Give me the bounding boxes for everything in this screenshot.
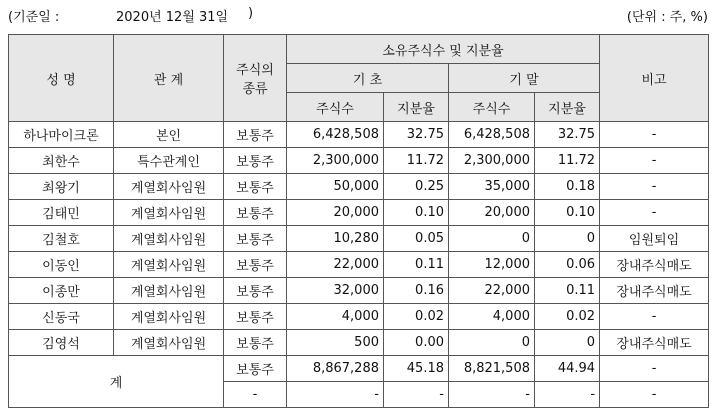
cell-shares-end: 35,000 [449, 174, 535, 200]
header-remark: 비고 [600, 35, 709, 122]
cell-remark: - [600, 304, 709, 330]
table-caption [8, 6, 708, 26]
header-stock-type-line1: 주식의 [236, 63, 274, 78]
cell-shares-begin: 2,300,000 [287, 148, 384, 174]
cell-relation: 계열회사임원 [114, 330, 224, 356]
cell-shares-begin: 32,000 [287, 278, 384, 304]
cell-shares-begin: 50,000 [287, 174, 384, 200]
cell-type: 보통주 [224, 304, 287, 330]
cell-name: 이종만 [9, 278, 114, 304]
base-date: 2020년 12월 31일 [116, 10, 229, 25]
cell-relation: 계열회사임원 [114, 174, 224, 200]
cell-ratio-begin: 0.00 [384, 330, 449, 356]
cell-shares-begin: 10,280 [287, 226, 384, 252]
cell-type: 보통주 [224, 330, 287, 356]
total-other-remark: - [600, 382, 709, 408]
cell-relation: 계열회사임원 [114, 226, 224, 252]
total-other-ratio-end: - [535, 382, 600, 408]
cell-ratio-begin: 0.05 [384, 226, 449, 252]
cell-ratio-begin: 0.02 [384, 304, 449, 330]
cell-ratio-end: 0.06 [535, 252, 600, 278]
cell-name: 김영석 [9, 330, 114, 356]
cell-ratio-begin: 0.10 [384, 200, 449, 226]
cell-name: 신동국 [9, 304, 114, 330]
cell-name: 김철호 [9, 226, 114, 252]
cell-type: 보통주 [224, 148, 287, 174]
cell-remark: 장내주식매도 [600, 252, 709, 278]
cell-ratio-end: 0.02 [535, 304, 600, 330]
cell-name: 김태민 [9, 200, 114, 226]
total-other-shares-end: - [449, 382, 535, 408]
total-remark: - [600, 356, 709, 382]
cell-relation: 계열회사임원 [114, 252, 224, 278]
total-label: 계 [9, 356, 224, 408]
table-row [9, 148, 709, 174]
table-row [9, 330, 709, 356]
cell-remark: - [600, 200, 709, 226]
cell-remark: - [600, 148, 709, 174]
cell-shares-end: 4,000 [449, 304, 535, 330]
cell-shares-end: 0 [449, 330, 535, 356]
cell-shares-begin: 6,428,508 [287, 122, 384, 148]
cell-name: 이동인 [9, 252, 114, 278]
table-row [9, 226, 709, 252]
table-row [9, 252, 709, 278]
total-other-type: - [224, 382, 287, 408]
header-relation: 관 계 [114, 35, 224, 122]
header-stock-type-line2: 종류 [242, 82, 268, 97]
base-date-label: (기준일 : [8, 10, 60, 25]
table-row [9, 304, 709, 330]
total-other-ratio-begin: - [384, 382, 449, 408]
header-owned-shares: 소유주식수 및 지분율 [287, 35, 600, 64]
cell-ratio-end: 32.75 [535, 122, 600, 148]
cell-shares-end: 20,000 [449, 200, 535, 226]
cell-type: 보통주 [224, 200, 287, 226]
header-shares-begin: 주식수 [287, 93, 384, 122]
total-ratio-begin: 45.18 [384, 356, 449, 382]
cell-type: 보통주 [224, 122, 287, 148]
cell-remark: 장내주식매도 [600, 278, 709, 304]
cell-ratio-end: 0.10 [535, 200, 600, 226]
cell-shares-end: 0 [449, 226, 535, 252]
cell-shares-begin: 4,000 [287, 304, 384, 330]
cell-ratio-begin: 0.16 [384, 278, 449, 304]
cell-relation: 본인 [114, 122, 224, 148]
cell-ratio-end: 0 [535, 226, 600, 252]
header-end: 기 말 [449, 64, 600, 93]
shareholder-table [8, 34, 709, 408]
unit-label: (단위 : 주, %) [626, 10, 708, 25]
cell-ratio-begin: 32.75 [384, 122, 449, 148]
cell-ratio-end: 0.11 [535, 278, 600, 304]
cell-type: 보통주 [224, 174, 287, 200]
cell-type: 보통주 [224, 226, 287, 252]
total-ratio-end: 44.94 [535, 356, 600, 382]
total-shares-begin: 8,867,288 [287, 356, 384, 382]
cell-shares-end: 22,000 [449, 278, 535, 304]
cell-ratio-end: 0.18 [535, 174, 600, 200]
header-begin: 기 초 [287, 64, 449, 93]
header-ratio-end: 지분율 [535, 93, 600, 122]
total-row [9, 356, 709, 382]
total-other-shares-begin: - [287, 382, 384, 408]
total-type: 보통주 [224, 356, 287, 382]
cell-ratio-end: 0 [535, 330, 600, 356]
cell-shares-begin: 500 [287, 330, 384, 356]
cell-ratio-begin: 11.72 [384, 148, 449, 174]
cell-remark: 임원퇴임 [600, 226, 709, 252]
cell-type: 보통주 [224, 278, 287, 304]
cell-name: 최왕기 [9, 174, 114, 200]
header-shares-end: 주식수 [449, 93, 535, 122]
table-row [9, 122, 709, 148]
cell-remark: - [600, 174, 709, 200]
cell-shares-begin: 20,000 [287, 200, 384, 226]
cell-relation: 계열회사임원 [114, 304, 224, 330]
table-row [9, 278, 709, 304]
cell-name: 하나마이크론 [9, 122, 114, 148]
cell-remark: 장내주식매도 [600, 330, 709, 356]
cell-type: 보통주 [224, 252, 287, 278]
header-ratio-begin: 지분율 [384, 93, 449, 122]
header-name: 성 명 [9, 35, 114, 122]
cell-shares-begin: 22,000 [287, 252, 384, 278]
cell-ratio-end: 11.72 [535, 148, 600, 174]
cell-shares-end: 6,428,508 [449, 122, 535, 148]
cell-name: 최한수 [9, 148, 114, 174]
cell-shares-end: 2,300,000 [449, 148, 535, 174]
cell-relation: 계열회사임원 [114, 278, 224, 304]
table-row [9, 200, 709, 226]
cell-shares-end: 12,000 [449, 252, 535, 278]
base-date-close: ) [248, 6, 254, 21]
cell-relation: 특수관계인 [114, 148, 224, 174]
header-stock-type [224, 35, 287, 122]
cell-remark: - [600, 122, 709, 148]
cell-ratio-begin: 0.25 [384, 174, 449, 200]
total-shares-end: 8,821,508 [449, 356, 535, 382]
cell-relation: 계열회사임원 [114, 200, 224, 226]
cell-ratio-begin: 0.11 [384, 252, 449, 278]
table-row [9, 174, 709, 200]
